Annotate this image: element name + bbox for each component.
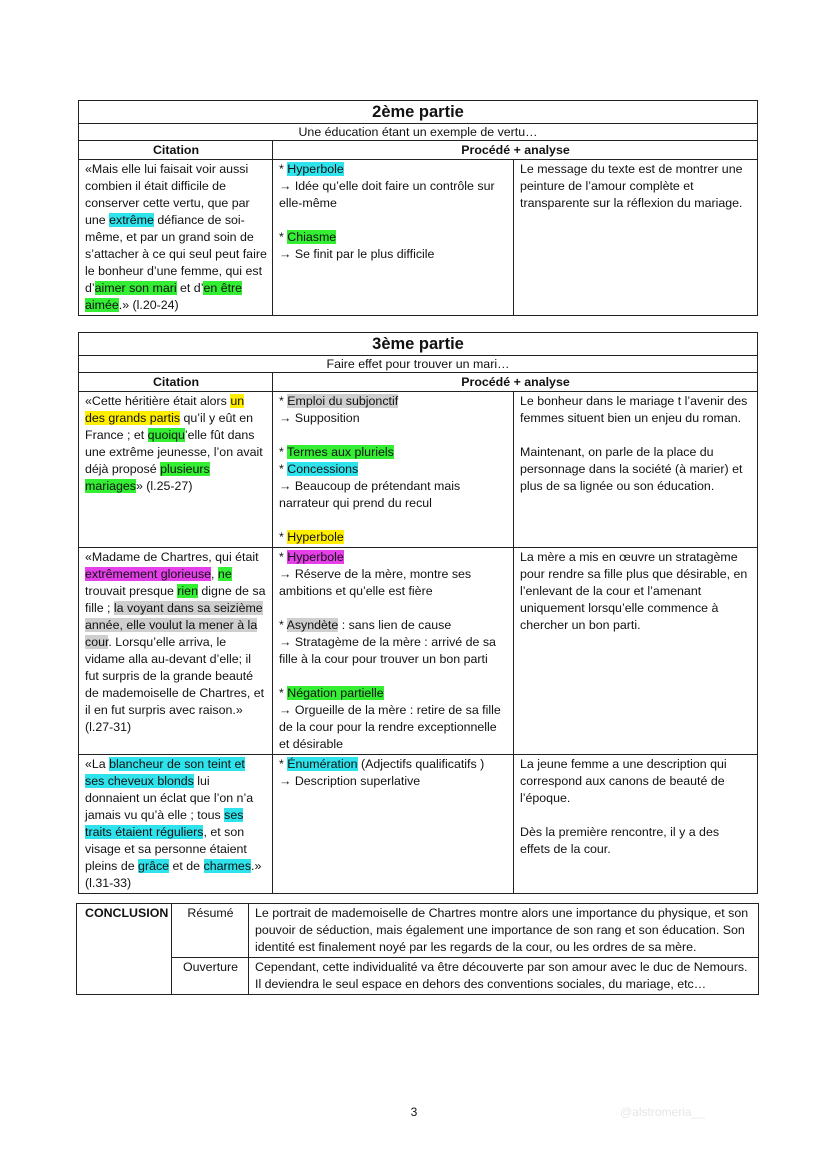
page-number: 3 [410,1105,418,1119]
analyse-cell: Le message du texte est de montrer une peinture de l’amour complète et transparente sur la réflexion du mariage. [514,160,758,316]
analyse-cell: La mère a mis en œuvre un stratagème pour rendre sa fille plus que désirable, en l’enlevant de la cour et l’amenant uniquement lorsqu’elle commence à chercher un bon parti. [514,548,758,755]
highlight: Chiasme [287,230,337,244]
highlight: aimer son mari [94,281,177,295]
ouverture-text: Cependant, cette individualité va être découverte par son amour avec le duc de Nemours. Il deviendra le seul espace en dehors des conventions sociales, du mariage, etc… [249,958,759,995]
citation-cell: «Mais elle lui faisait voir aussi combien il était difficile de conserver cette vertu, que par une extrême défiance de soi-même, et par un grand soin de s’attacher à ce qui seul peut faire le bonheur d’une femme, qui est d’aimer son mari et d’en être aimée.» (l.20-24) [79,160,273,316]
part3-header-citation: Citation [79,373,273,392]
citation-cell: «Cette héritière était alors un des grands partis qu’il y eût en France ; et quoiqu’elle fût dans une extrême jeunesse, l’on avait déjà proposé plusieurs mariages» (l.25-27) [79,392,273,548]
procede-cell: * Énumération (Adjectifs qualificatifs ) → Description superlative [273,755,514,894]
highlight: Concessions [287,462,359,476]
citation-cell: «Madame de Chartres, qui était extrêmement glorieuse, ne trouvait presque rien digne de sa fille ; la voyant dans sa seizième année, elle voulut la mener à la cour. Lorsqu’elle arriva, le vidame alla au-devant d’elle; il fut surpris de la grande beauté de mademoiselle de Chartres, et il en fut surpris avec raison.» (l.27-31) [79,548,273,755]
highlight: Hyperbole [287,162,344,176]
ouverture-label: Ouverture [172,958,249,995]
part2-table [78,100,758,316]
highlight: plusieurs mariages [85,462,210,493]
part3-table [78,332,758,894]
highlight: quoiqu [147,428,185,442]
highlight: Asyndète [286,618,339,632]
table-row [79,548,758,755]
highlight: en être aimée [85,281,243,312]
highlight: un des grands partis [85,394,245,425]
analyse-cell: La jeune femme a une description qui correspond aux canons de beauté de l’époque. Dès la première rencontre, il y a des effets de la cour. [514,755,758,894]
procede-cell: * Hyperbole → Réserve de la mère, montre ses ambitions et qu’elle est fière * Asyndète : sans lien de cause → Stratagème de la mère : arrivé de sa fille à la cour pour trouver un bon parti * Négation partielle → Orgueille de la mère : retire de sa fille de la cour pour la rendre exceptionnelle et désirable [273,548,514,755]
analyse-cell: Le bonheur dans le mariage t l’avenir des femmes situent bien un enjeu du roman. Maintenant, on parle de la place du personnage dans la société (à marier) et plus de sa lignée ou son éducation. [514,392,758,548]
part2-header-citation: Citation [79,141,273,160]
table-row [79,392,758,548]
highlight: blancheur de son teint et ses cheveux blonds [85,757,245,788]
highlight: Négation partielle [287,686,384,700]
conclusion-label: CONCLUSION [77,904,172,995]
part2-header-procede: Procédé + analyse [273,141,758,160]
highlight: Emploi du subjonctif [287,394,399,408]
highlight: rien [177,584,198,598]
highlight: charmes [203,859,252,873]
highlight: ses traits étaient réguliers [85,808,244,839]
table-row [77,958,759,995]
watermark: @alstromeria__ [620,1105,705,1119]
part2-subtitle: Une éducation étant un exemple de vertu… [79,124,758,141]
highlight: la voyant dans sa seizième année, elle voulut la mener à la cour [85,601,263,649]
highlight: Énumération [287,757,358,771]
highlight: extrêmement glorieuse [85,567,212,581]
citation-cell: «La blancheur de son teint et ses cheveux blonds lui donnaient un éclat que l’on n’a jamais vu qu’à elle ; tous ses traits étaient réguliers, et son visage et sa personne étaient pleins de grâce et de charmes.» (l.31-33) [79,755,273,894]
highlight: Hyperbole [287,530,344,544]
highlight: grâce [138,859,170,873]
resume-text: Le portrait de mademoiselle de Chartres montre alors une importance du physique, et son pouvoir de séduction, mais également une importance de son rang et son éducation. Son identité est finalement noyé par les regards de la cour, ou les ordres de sa mère. [249,904,759,958]
part3-title: 3ème partie [79,333,758,356]
resume-label: Résumé [172,904,249,958]
table-row [79,755,758,894]
procede-cell: * Hyperbole → Idée qu’elle doit faire un contrôle sur elle-même * Chiasme → Se finit par le plus difficile [273,160,514,316]
highlight: Termes aux pluriels [287,445,394,459]
highlight: extrême [109,213,154,227]
table-row [77,904,759,958]
part3-subtitle: Faire effet pour trouver un mari… [79,356,758,373]
table-row [79,160,758,316]
procede-cell: * Emploi du subjonctif → Supposition * Termes aux pluriels * Concessions → Beaucoup de prétendant mais narrateur qui prend du recul * Hyperbole [273,392,514,548]
part3-header-procede: Procédé + analyse [273,373,758,392]
highlight: Hyperbole [287,550,344,564]
highlight: ne [217,567,232,581]
part2-title: 2ème partie [79,101,758,124]
conclusion-table [76,903,759,995]
